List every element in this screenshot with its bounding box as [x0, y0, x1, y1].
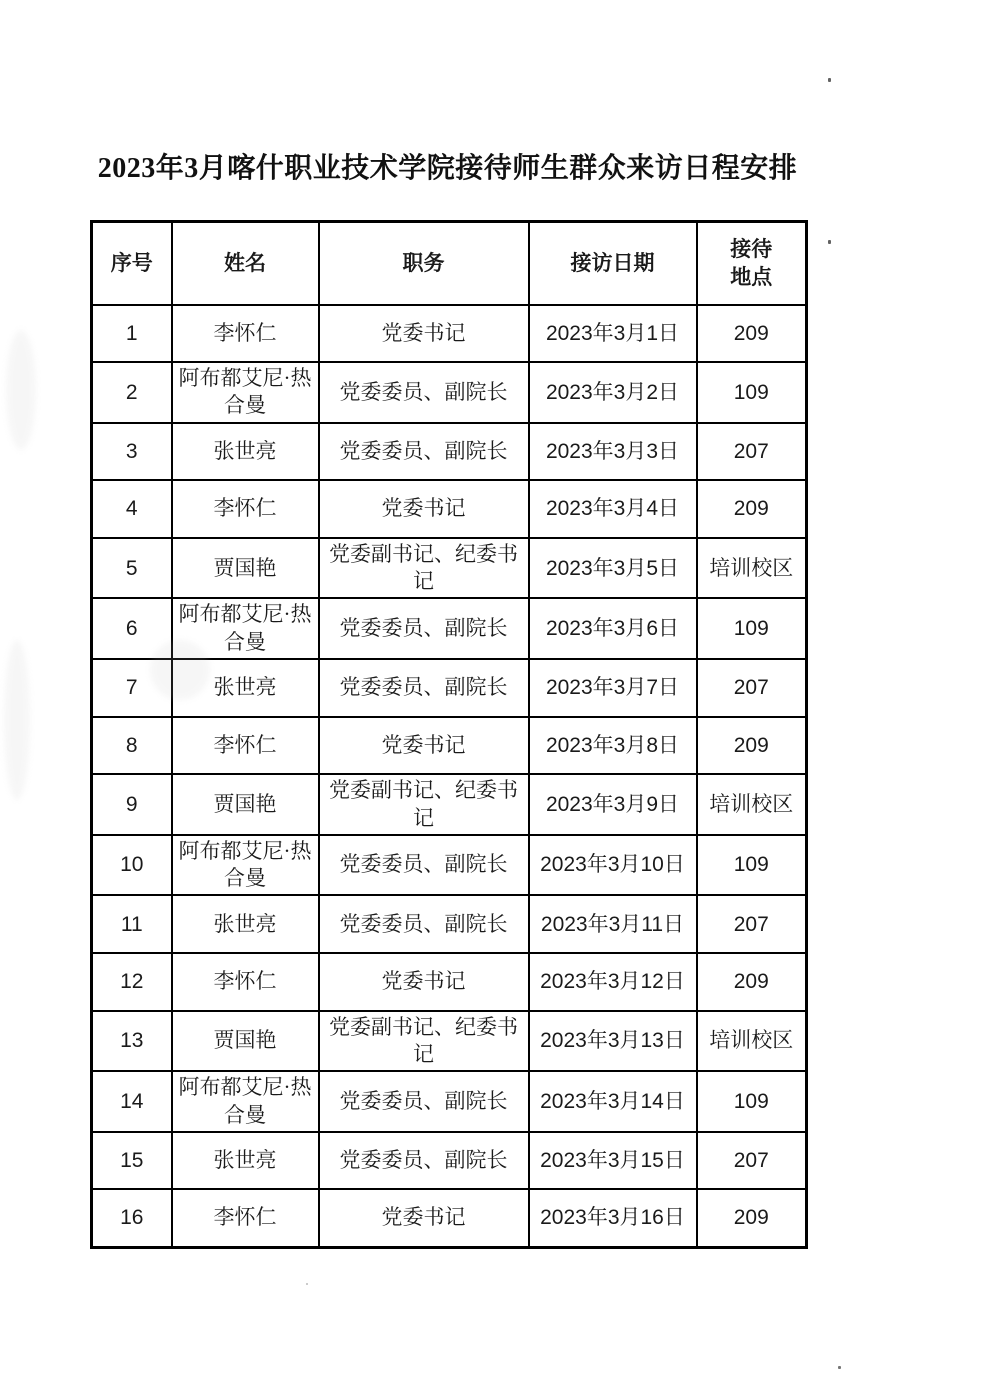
- date-cell: 2023年3月9日: [529, 774, 697, 835]
- scan-smudge: [150, 640, 210, 700]
- reception-schedule-table: [90, 220, 808, 1249]
- table-row: [92, 774, 807, 835]
- header-date-label: 接访日期: [570, 250, 655, 275]
- row-no-cell: 2: [92, 362, 172, 423]
- location-cell: 209: [697, 1189, 807, 1247]
- position-cell: 党委委员、副院长: [319, 659, 529, 717]
- position-cell: 党委书记: [319, 480, 529, 538]
- location-cell: 109: [697, 598, 807, 659]
- table-header: [92, 222, 807, 305]
- table-row: [92, 1011, 807, 1072]
- header-position-label: 职务: [402, 250, 445, 275]
- position-cell: 党委委员、副院长: [319, 835, 529, 896]
- table-row: [92, 480, 807, 538]
- name-cell: 贾国艳: [172, 538, 319, 599]
- scan-speck: [828, 240, 831, 244]
- location-cell: 培训校区: [697, 774, 807, 835]
- table-row: [92, 895, 807, 953]
- table-row: [92, 538, 807, 599]
- name-cell: 李怀仁: [172, 953, 319, 1011]
- table-row: [92, 953, 807, 1011]
- date-cell: 2023年3月15日: [529, 1132, 697, 1190]
- position-cell: 党委书记: [319, 717, 529, 775]
- scan-speck: [838, 1366, 841, 1369]
- table-row: [92, 1071, 807, 1132]
- location-cell: 207: [697, 659, 807, 717]
- row-no-cell: 3: [92, 423, 172, 481]
- table-body: [92, 305, 807, 1248]
- date-cell: 2023年3月2日: [529, 362, 697, 423]
- name-cell: 阿布都艾尼·热合曼: [172, 1071, 319, 1132]
- scan-speck: [306, 1283, 308, 1285]
- date-cell: 2023年3月14日: [529, 1071, 697, 1132]
- location-cell: 培训校区: [697, 1011, 807, 1072]
- date-cell: 2023年3月5日: [529, 538, 697, 599]
- name-cell: 张世亮: [172, 659, 319, 717]
- location-cell: 207: [697, 423, 807, 481]
- position-cell: 党委委员、副院长: [319, 598, 529, 659]
- scan-smudge: [6, 330, 36, 450]
- row-no-cell: 13: [92, 1011, 172, 1072]
- location-cell: 207: [697, 1132, 807, 1190]
- table-row: [92, 362, 807, 423]
- scan-smudge: [4, 640, 30, 800]
- location-cell: 109: [697, 1071, 807, 1132]
- row-no-cell: 7: [92, 659, 172, 717]
- position-cell: 党委副书记、纪委书记: [319, 1011, 529, 1072]
- date-cell: 2023年3月13日: [529, 1011, 697, 1072]
- position-cell: 党委委员、副院长: [319, 895, 529, 953]
- row-no-cell: 9: [92, 774, 172, 835]
- location-cell: 209: [697, 717, 807, 775]
- scan-speck: [828, 78, 831, 82]
- date-cell: 2023年3月4日: [529, 480, 697, 538]
- date-cell: 2023年3月6日: [529, 598, 697, 659]
- table-row: [92, 1132, 807, 1190]
- header-no: [92, 222, 172, 305]
- name-cell: 李怀仁: [172, 1189, 319, 1247]
- header-row: [92, 222, 807, 305]
- location-cell: 培训校区: [697, 538, 807, 599]
- date-cell: 2023年3月11日: [529, 895, 697, 953]
- row-no-cell: 4: [92, 480, 172, 538]
- row-no-cell: 15: [92, 1132, 172, 1190]
- table-row: [92, 717, 807, 775]
- table-row: [92, 835, 807, 896]
- row-no-cell: 1: [92, 305, 172, 363]
- position-cell: 党委委员、副院长: [319, 1071, 529, 1132]
- header-name-label: 姓名: [224, 250, 266, 275]
- name-cell: 张世亮: [172, 423, 319, 481]
- date-cell: 2023年3月1日: [529, 305, 697, 363]
- row-no-cell: 12: [92, 953, 172, 1011]
- row-no-cell: 5: [92, 538, 172, 599]
- location-cell: 209: [697, 953, 807, 1011]
- position-cell: 党委副书记、纪委书记: [319, 538, 529, 599]
- date-cell: 2023年3月8日: [529, 717, 697, 775]
- date-cell: 2023年3月16日: [529, 1189, 697, 1247]
- position-cell: 党委副书记、纪委书记: [319, 774, 529, 835]
- name-cell: 阿布都艾尼·热合曼: [172, 835, 319, 896]
- name-cell: 张世亮: [172, 895, 319, 953]
- location-cell: 209: [697, 305, 807, 363]
- name-cell: 张世亮: [172, 1132, 319, 1190]
- position-cell: 党委书记: [319, 305, 529, 363]
- date-cell: 2023年3月3日: [529, 423, 697, 481]
- name-cell: 贾国艳: [172, 1011, 319, 1072]
- name-cell: 李怀仁: [172, 480, 319, 538]
- location-cell: 209: [697, 480, 807, 538]
- name-cell: 李怀仁: [172, 717, 319, 775]
- position-cell: 党委委员、副院长: [319, 362, 529, 423]
- header-date: [529, 222, 697, 305]
- header-position: [319, 222, 529, 305]
- date-cell: 2023年3月7日: [529, 659, 697, 717]
- location-cell: 109: [697, 362, 807, 423]
- position-cell: 党委委员、副院长: [319, 423, 529, 481]
- date-cell: 2023年3月10日: [529, 835, 697, 896]
- name-cell: 阿布都艾尼·热合曼: [172, 362, 319, 423]
- name-cell: 贾国艳: [172, 774, 319, 835]
- date-cell: 2023年3月12日: [529, 953, 697, 1011]
- table-row: [92, 305, 807, 363]
- name-cell: 李怀仁: [172, 305, 319, 363]
- position-cell: 党委书记: [319, 953, 529, 1011]
- header-no-label: 序号: [110, 250, 153, 275]
- header-name: [172, 222, 319, 305]
- row-no-cell: 11: [92, 895, 172, 953]
- header-location: [697, 222, 807, 305]
- position-cell: 党委委员、副院长: [319, 1132, 529, 1190]
- row-no-cell: 6: [92, 598, 172, 659]
- row-no-cell: 14: [92, 1071, 172, 1132]
- row-no-cell: 8: [92, 717, 172, 775]
- table-row: [92, 1189, 807, 1247]
- name-cell: 阿布都艾尼·热合曼: [172, 598, 319, 659]
- page-title: 2023年3月喀什职业技术学院接待师生群众来访日程安排: [97, 153, 798, 184]
- table-row: [92, 423, 807, 481]
- position-cell: 党委书记: [319, 1189, 529, 1247]
- location-cell: 207: [697, 895, 807, 953]
- header-location-label: 接待地点: [730, 236, 773, 290]
- row-no-cell: 10: [92, 835, 172, 896]
- location-cell: 109: [697, 835, 807, 896]
- row-no-cell: 16: [92, 1189, 172, 1247]
